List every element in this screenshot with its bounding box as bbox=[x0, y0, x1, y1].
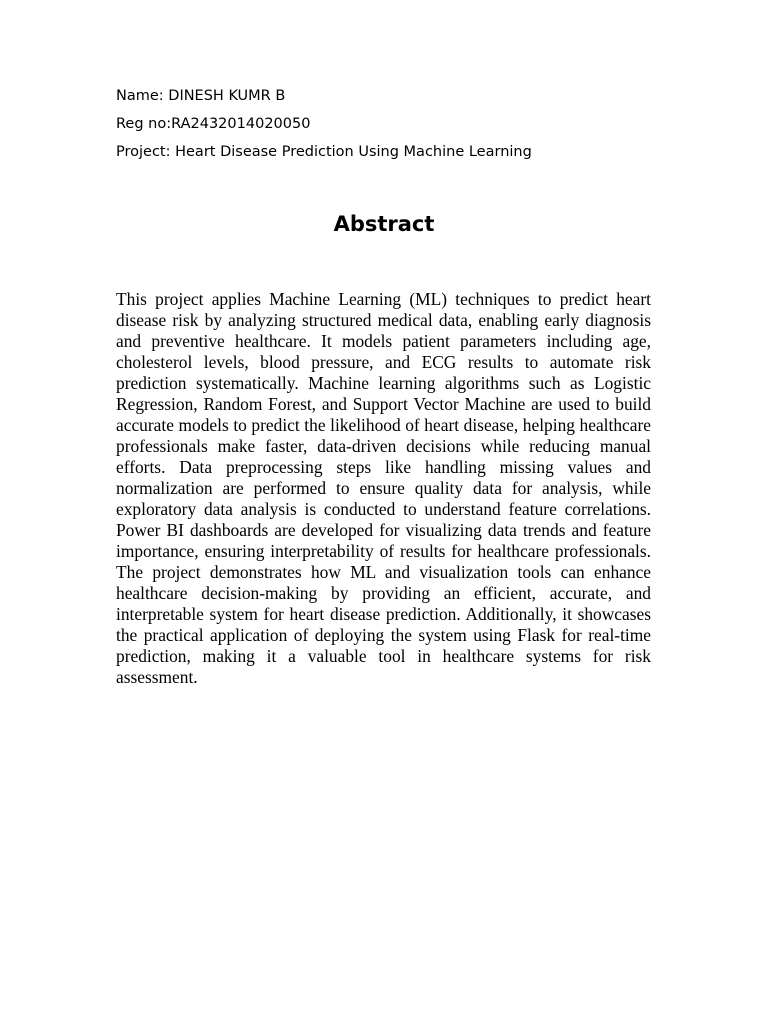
abstract-paragraph: This project applies Machine Learning (ML) techniques to predict heart disease risk by analyzing structured medical data, enabling early diagnosis and preventive healthcare. It models patient parameters including age, cholesterol levels, blood pressure, and ECG results to automate risk prediction systematically. Machine learning algorithms such as Logistic Regression, Random Forest, and Support Vector Machine are used to build accurate models to predict the likelihood of heart disease, helping healthcare professionals make faster, data-driven decisions while reducing manual efforts. Data preprocessing steps like handling missing values and normalization are performed to ensure quality data for analysis, while exploratory data analysis is conducted to understand feature correlations. Power BI dashboards are developed for visualizing data trends and feature importance, ensuring interpretability of results for healthcare professionals. The project demonstrates how ML and visualization tools can enhance healthcare decision-making by providing an efficient, accurate, and interpretable system for heart disease prediction. Additionally, it showcases the practical application of deploying the system using Flask for real-time prediction, making it a valuable tool in healthcare systems for risk assessment. bbox=[116, 289, 651, 687]
registration-number: Reg no:RA2432014020050 bbox=[116, 116, 311, 132]
student-name: Name: DINESH KUMR B bbox=[116, 88, 286, 104]
project-title: Project: Heart Disease Prediction Using Machine Learning bbox=[116, 144, 532, 160]
abstract-heading: Abstract bbox=[333, 212, 435, 236]
